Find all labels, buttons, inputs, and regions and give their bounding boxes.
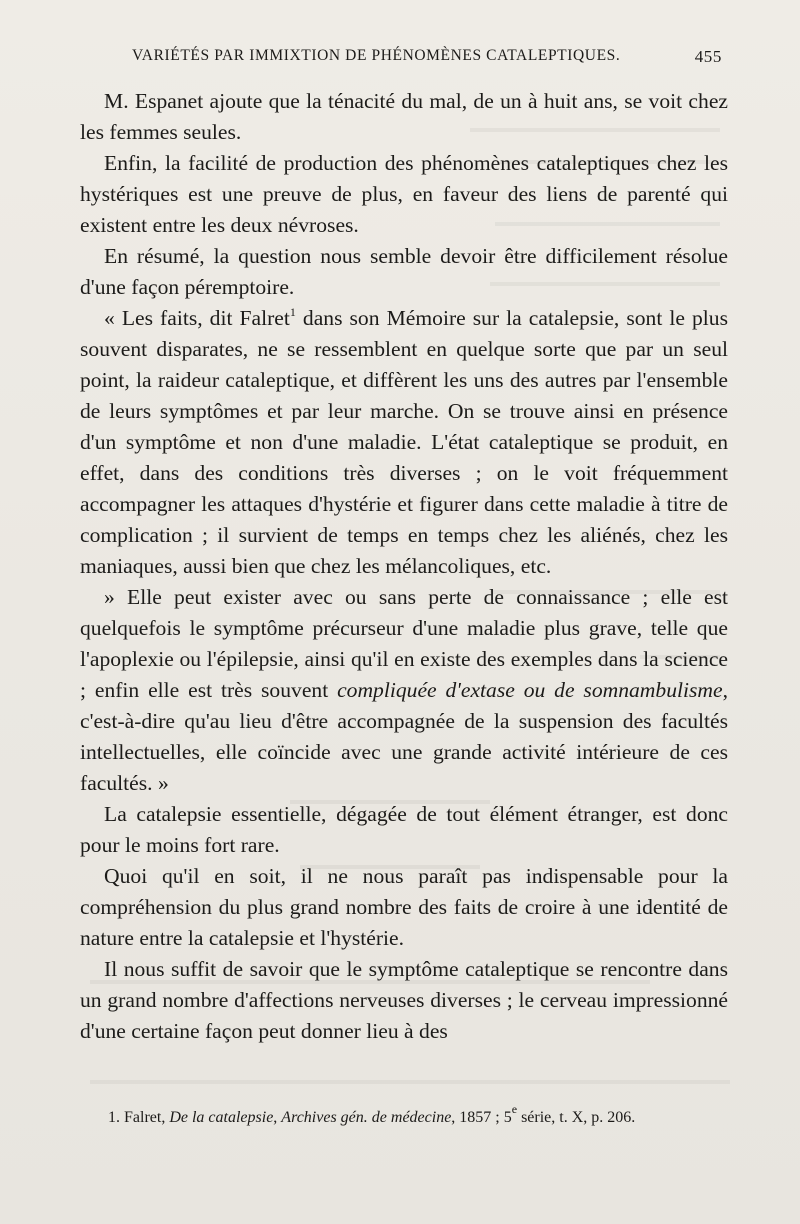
text-run: dans son Mémoire sur la catalepsie, sont le plus souvent disparates, ne se ressemblent en quelque sorte que par un seul point, la raideur cataleptique, et diffèrent les uns des autres par l'ensemble de leurs symptômes et par leur marche. On se trouve ainsi en présence d'un symptôme et non d'une maladie. L'état cataleptique se produit, en effet, dans des conditions très diverses ; on le voit fréquemment accompagner les attaques d'hystérie et figurer dans cette maladie à titre de complication ; il survient de temps en temps chez les aliénés, chez les maniaques, aussi bien que chez les mélancoliques, etc. [80, 306, 729, 578]
paragraph [80, 799, 728, 861]
paragraph [80, 241, 728, 303]
footnote [84, 1102, 724, 1130]
running-title: VARIÉTÉS PAR IMMIXTION DE PHÉNOMÈNES CATALEPTIQUES. [132, 47, 621, 64]
paragraph [80, 954, 728, 1047]
text-run: Enfin, la facilité de production des phénomènes cataleptiques chez les hystériques est une preuve de plus, en faveur des liens de parenté qui existent entre les deux névroses. [80, 151, 728, 237]
text-run: Quoi qu'il en soit, il ne nous paraît pas indispensable pour la compréhension du plus grand nombre des faits de croire à une identité de nature entre la catalepsie et l'hystérie. [80, 864, 728, 950]
text-run: La catalepsie essentielle, dégagée de tout élément étranger, est donc pour le moins fort rare. [80, 802, 728, 857]
text-run: Il nous suffit de savoir que le symptôme cataleptique se rencontre dans un grand nombre d'affections nerveuses diverses ; le cerveau impressionné d'une certaine façon peut donner lieu à des [80, 957, 728, 1043]
italic-text: compliquée d'extase ou de somnambulisme [337, 678, 723, 702]
paragraph [80, 582, 728, 799]
superscript: e [511, 1102, 518, 1116]
superscript: 1 [289, 305, 296, 319]
text-run: » Elle peut exister avec ou sans perte de connaissance ; elle est quelquefois le symptôme précurseur d'une maladie plus grave, telle que l'apoplexie ou l'épilepsie, ainsi qu'il en existe des exemples dans la science ; enfin elle est très souvent [80, 585, 728, 702]
body-text [80, 86, 728, 1047]
paragraph [80, 303, 728, 582]
text-run: , 1857 ; 5 [451, 1109, 512, 1126]
text-run: , [273, 1109, 282, 1126]
running-header [132, 47, 722, 73]
page-number: 455 [694, 47, 722, 66]
text-run: série, t. X, p. 206. [517, 1109, 636, 1126]
text-run: En résumé, la question nous semble devoir être difficilement résolue d'une façon péremptoire. [80, 244, 728, 299]
paragraph [80, 86, 728, 148]
text-run: , c'est-à-dire qu'au lieu d'être accompagnée de la suspension des facultés intellectuelles, elle coïncide avec une grande activité intérieure de ces facultés. » [80, 678, 728, 795]
text-run: 1. Falret, [108, 1109, 170, 1126]
paragraph [80, 148, 728, 241]
paragraph [80, 861, 728, 954]
italic-text: De la catalepsie [169, 1109, 274, 1126]
text-run: « Les faits, dit Falret [104, 306, 290, 330]
italic-text: Archives gén. de médecine [281, 1109, 452, 1126]
text-run: M. Espanet ajoute que la ténacité du mal, de un à huit ans, se voit chez les femmes seules. [80, 89, 728, 144]
